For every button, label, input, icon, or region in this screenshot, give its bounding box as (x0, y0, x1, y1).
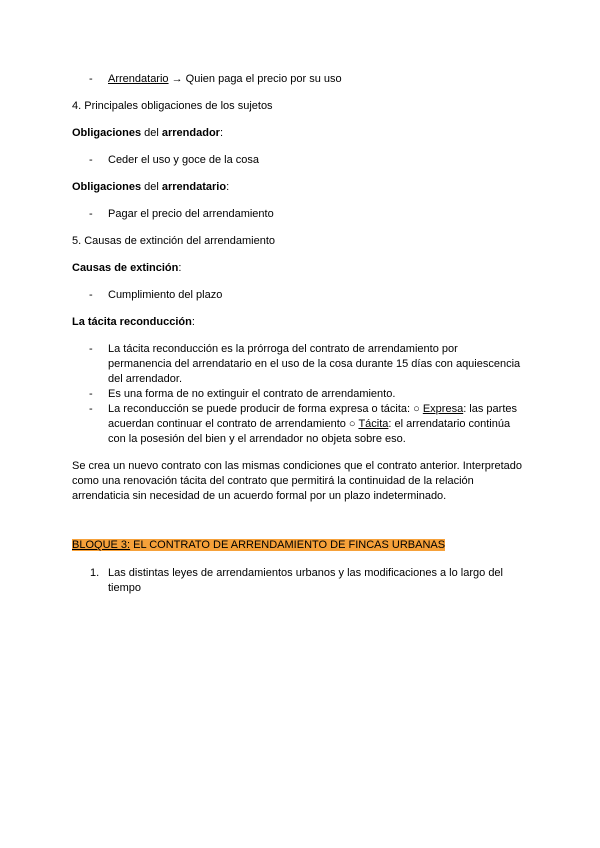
section-4-title: 4. Principales obligaciones de los sujetos (72, 100, 273, 112)
list-number: 1. (90, 567, 100, 579)
paragraph-line: Se crea un nuevo contrato con las mismas condiciones que el contrato anterior. Interpretado (72, 460, 523, 472)
arrow-symbol: → (168, 73, 186, 85)
list-item-continuation: con la posesión del bien y el arrendador no objeta sobre eso. (108, 433, 406, 445)
term-tacita: Tácita (358, 418, 389, 430)
causas-extincion-heading: Causas de extinción: (72, 262, 182, 274)
obligaciones-arrendador-heading: Obligaciones del arrendador: (72, 127, 224, 139)
document-page: - Arrendatario → Quien paga el precio por su uso 4. Principales obligaciones de los sujetos Obligaciones del arrendador: - Ceder el uso y goce de la cosa Obligaciones del arrendatario: - Pagar el precio del arrendamiento 5. Causas de extinción del arrendamiento Causas de extinción: - Cumplimiento del plazo La tácita reconducción: - La tácita reconducción es la prórroga del contrato de arrendamiento por permanencia del arrendatario en el uso de la cosa durante 15 días con aquiescencia del arrendador. - Es una forma de no extinguir el contrato de arrendamiento. - La reconducción se puede producir de forma expresa o tácita: ○ Expresa: las partes acuerdan continuar el contrato de arrendamiento ○ Tácita: el arrendatario continúa con la posesión del bien y el arrendador no objeta sobre eso. Se crea un nuevo contrato con las mismas condiciones que el contrato anterior. Interpretado como una renovación tácita del contrato que permitirá la continuidad de la relación arrendaticia sin necesidad de un acuerdo formal por un plazo indeterminado. BLOQUE 3: EL CONTRATO DE ARRENDAMIENTO DE FINCAS URBANAS 1. Las distintas leyes de arrendamientos urbanos y las modificaciones a lo largo del tiempo (72, 73, 523, 594)
bullet-dash: - (89, 73, 93, 85)
list-item-continuation: acuerdan continuar el contrato de arrendamiento ○ Tácita: el arrendatario continúa (108, 418, 511, 430)
list-item-continuation: permanencia del arrendatario en el uso de la cosa durante 15 días con aquiescencia (108, 358, 521, 370)
bloque-3-heading (72, 538, 445, 552)
term-arrendatario: Arrendatario (108, 73, 169, 85)
section-5-title: 5. Causas de extinción del arrendamiento (72, 235, 276, 247)
obligaciones-arrendatario-heading: Obligaciones del arrendatario: (72, 181, 230, 193)
tacita-reconduccion-heading: La tácita reconducción: (72, 316, 195, 328)
term-expresa: Expresa (422, 403, 464, 415)
bloque-3-label: BLOQUE 3: (72, 539, 131, 551)
term-description: Quien paga el precio por su uso (185, 73, 342, 85)
paragraph-line: arrendaticia sin necesidad de un acuerdo formal por un plazo indeterminado. (72, 490, 447, 502)
bloque-3-title: EL CONTRATO DE ARRENDAMIENTO DE FINCAS URBANAS (130, 539, 446, 551)
paragraph-line: como una renovación tácita del contrato que permitirá la continuidad de la relación (72, 475, 474, 487)
list-item-continuation: del arrendador. (108, 373, 182, 385)
list-item-continuation: tiempo (108, 582, 142, 594)
